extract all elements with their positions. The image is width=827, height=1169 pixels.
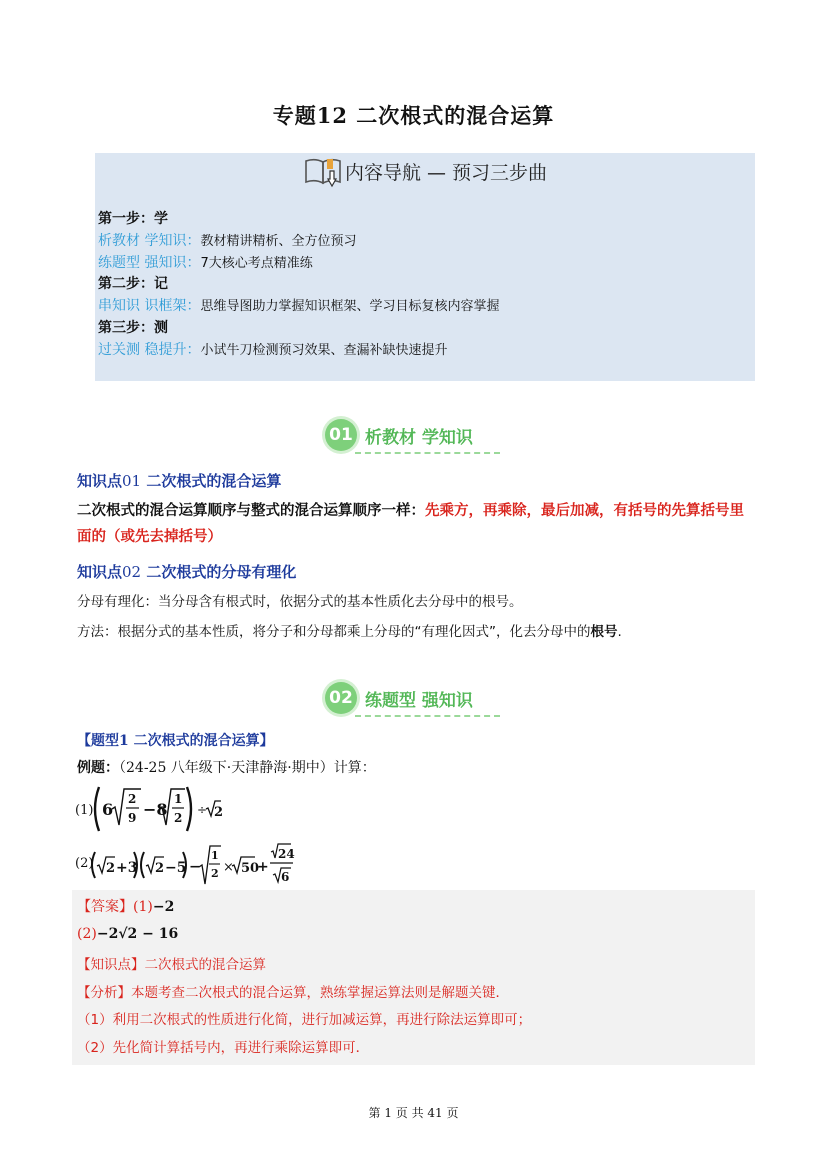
kp2-line-2-main: 方法：根据分式的基本性质，将分子和分母都乘上分母的“有理化因式”，化去分母中的 [77,624,591,640]
svg-text:9: 9 [128,811,137,825]
knowledge-point-text: 二次根式的混合运算 [144,957,266,973]
question-2-label: (2) [75,856,94,871]
nav-item-1 [98,231,499,253]
section-number: 02 [325,682,357,714]
kp2-line-2-bold: 根号 [590,624,618,640]
nav-item-tag: 练题型 强知识： [98,254,201,271]
svg-text:2: 2 [128,792,137,806]
section-badge-01 [325,416,473,454]
nav-item-4 [98,340,499,362]
section-badge-02 [325,679,473,717]
svg-text:×: × [223,860,234,875]
answer-line-1 [77,896,174,916]
svg-text:1: 1 [211,849,219,862]
svg-text:2: 2 [211,867,219,880]
kp2-line-2-end: . [617,624,622,640]
kp-title-text: 二次根式的混合运算 [146,472,282,490]
svg-text:−8: −8 [143,800,168,819]
nav-heading-text: 内容导航 — 预习三步曲 [344,161,548,184]
knowledge-point-1-body [77,498,757,550]
nav-item-desc: 思维导图助力掌握知识框架、学习目标复核内容掌握 [200,299,500,315]
analysis-step-1: （1）利用二次根式的性质进行化简，进行加减运算，再进行除法运算即可； [77,1012,532,1028]
content-navigation-box [95,153,755,381]
kp-code: 01 [122,472,142,490]
section-label: 析教材 学知识 [365,427,473,448]
answer-1-value: −2 [152,899,175,915]
kp1-body-red: 先乘方，再乘除，最后加减，有括号的先算括号里面的（或先去掉括号） [77,502,744,545]
example-line [77,755,757,781]
nav-heading [95,153,755,189]
kp2-line-1: 分母有理化：当分母含有根式时，依据分式的基本性质化去分母中的根号。 [77,594,523,610]
answer-2-value: −2√2 − 16 [96,926,179,942]
kp1-body-black: 二次根式的混合运算顺序与整式的混合运算顺序一样： [77,502,425,519]
kp2-line-2 [77,619,757,645]
svg-text:−: − [189,859,201,875]
knowledge-point-2-title [77,561,296,582]
nav-item-desc: 教材精讲精析、全方位预习 [200,233,357,249]
page-title: 专题12 二次根式的混合运算 [272,103,555,128]
section-underline [355,452,500,454]
kp-code: 02 [122,563,142,581]
svg-text:+: + [257,859,269,875]
svg-text:2: 2 [214,805,224,820]
nav-item-2 [98,253,499,275]
type-1-title: 【题型1 二次根式的混合运算】 [77,733,274,749]
question-2-formula [89,840,309,890]
svg-text:6: 6 [102,800,114,819]
question-1-label: (1) [75,803,94,818]
section-number: 01 [325,419,357,451]
answer-1-label: (1) [133,899,153,915]
knowledge-point-line [77,953,266,973]
example-source: （24-25 八年级下·天津静海·期中）计算： [119,760,376,776]
knowledge-point-1-title [77,470,281,491]
section-underline [355,715,500,717]
svg-text:÷: ÷ [197,803,208,817]
analysis-line [77,981,509,1001]
nav-item-desc: 小试牛刀检测预习效果、查漏补缺快速提升 [200,342,448,358]
svg-text:+3: +3 [116,860,138,876]
knowledge-point-tag: 【知识点】 [77,957,145,973]
example-label: 例题： [77,760,119,776]
nav-item-desc: 7大核心考点精准练 [200,255,313,271]
kp-prefix: 知识点 [77,563,123,581]
kp-prefix: 知识点 [77,472,123,490]
svg-text:2: 2 [155,861,165,876]
analysis-text: 本题考查二次根式的混合运算，熟练掌握运算法则是解题关键． [131,985,509,1001]
question-1-formula [91,783,224,835]
nav-step-1: 第一步：学 [98,211,168,227]
kp-title-text: 二次根式的分母有理化 [146,563,297,581]
book-pointer-icon [303,155,343,187]
analysis-step-2: （2）先化简计算括号内，再进行乘除运算即可． [77,1040,370,1056]
svg-text:2: 2 [106,861,116,876]
answer-2-label: (2) [77,926,97,942]
svg-text:−5: −5 [165,860,187,876]
nav-step-3: 第三步：测 [98,319,168,336]
answer-tag: 【答案】 [77,899,133,915]
answer-line-2 [77,926,178,942]
svg-text:6: 6 [281,870,290,884]
svg-text:2: 2 [174,811,183,825]
section-label: 练题型 强知识 [365,690,473,711]
answer-box [72,890,755,1065]
page-footer: 第 1 页 共 41 页 [368,1106,459,1120]
analysis-tag: 【分析】 [77,985,131,1001]
nav-step-2: 第二步：记 [98,276,168,293]
nav-item-tag: 析教材 学知识： [98,232,201,249]
svg-text:24: 24 [278,847,295,861]
svg-text:50: 50 [241,861,260,876]
nav-item-3 [98,296,499,318]
svg-text:1: 1 [174,792,183,806]
nav-item-tag: 串知识 识框架： [98,298,201,315]
nav-lines [98,209,499,362]
nav-item-tag: 过关测 稳提升： [98,341,201,358]
